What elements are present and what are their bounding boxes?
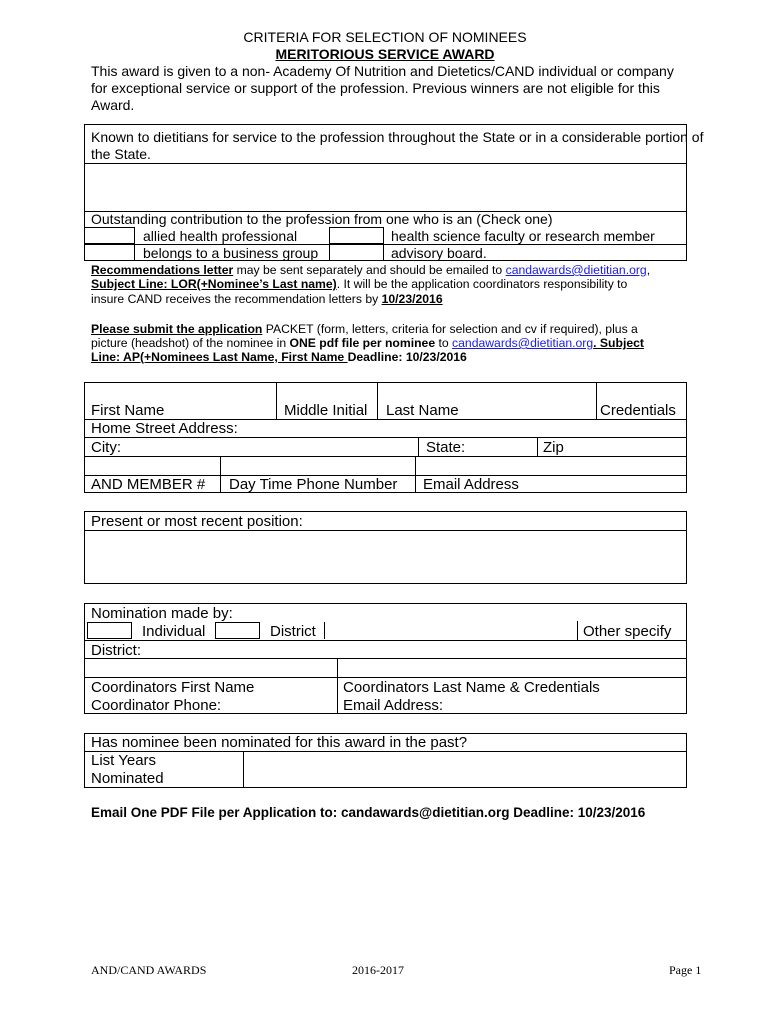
state-label: State: [426,439,466,456]
submit-line-3 [91,350,467,365]
footer-center: 2016-2017 [352,963,404,977]
recommendations-line-2 [91,277,627,292]
col-divider [243,751,244,788]
recommendations-line-1 [91,263,650,278]
coordinator-phone-label: Coordinator Phone: [91,697,222,714]
day-phone-label: Day Time Phone Number [229,476,398,493]
faculty-checkbox[interactable] [329,227,384,244]
submit-label: Please submit the application [91,322,263,336]
credentials-label: Credentials [600,402,676,419]
home-address-label: Home Street Address: [91,420,238,437]
col-divider [537,437,538,456]
allied-health-label: allied health professional [143,228,298,244]
row-divider [84,456,687,457]
criteria-known-line-1: Known to dietitians for service to the profession throughout the State or in a considerable portion of [91,129,704,145]
col-divider [276,382,277,419]
footer-page-number: Page 1 [669,963,702,977]
district-checkbox[interactable] [215,622,260,639]
email-address-label: Email Address [423,476,519,493]
district-option-label: District [270,623,316,640]
page-subtitle: MERITORIOUS SERVICE AWARD [275,46,495,62]
intro-line-3: Award. [91,97,135,113]
recommendations-subject: Subject Line: LOR(+Nominee’s Last name) [91,277,337,291]
business-group-label: belongs to a business group [143,245,319,261]
last-name-label: Last Name [386,402,459,419]
position-label: Present or most recent position: [91,513,303,530]
col-divider [337,658,338,714]
submit-text-2: picture (headshot) of the nominee in [91,336,290,350]
coordinator-first-name-label: Coordinators First Name [91,679,255,696]
submit-line-1 [91,322,638,337]
submit-deadline: Deadline: 10/23/2016 [347,350,467,364]
recommendations-text-2: . It will be the application coordinators responsibility to [336,277,628,291]
past-nomination-question: Has nominee been nominated for this award in the past? [91,734,468,751]
submit-text-1: PACKET (form, letters, criteria for selection and cv if required), plus a [262,322,638,336]
recommendations-deadline: 10/23/2016 [381,292,443,306]
intro-line-2: for exceptional service or support of the profession. Previous winners are not eligible for this [91,80,660,96]
recommendations-line-3 [91,292,443,307]
col-divider [220,456,221,493]
coordinator-last-name-label: Coordinators Last Name & Credentials [343,679,600,696]
col-divider [577,621,578,640]
other-specify-label: Other specify [583,623,672,640]
recommendations-comma: , [646,263,651,277]
middle-initial-label: Middle Initial [284,402,368,419]
criteria-outstanding-label: Outstanding contribution to the profession from one who is an (Check one) [91,211,553,227]
recommendations-text: may be sent separately and should be emailed to [233,263,506,277]
zip-label: Zip [543,439,564,456]
row-divider [84,658,687,659]
criteria-known-input[interactable] [84,163,687,211]
email-instruction: Email One PDF File per Application to: candawards@dietitian.org Deadline: 10/23/2016 [91,805,646,820]
city-label: City: [91,439,121,456]
recommendations-label: Recommendations letter [91,263,234,277]
first-name-label: First Name [91,402,165,419]
individual-checkbox[interactable] [87,622,132,639]
col-divider [596,382,597,419]
submit-one-pdf: ONE pdf file per nominee [289,336,436,350]
nomination-made-by-label: Nomination made by: [91,605,233,622]
business-group-checkbox[interactable] [84,244,135,261]
row-divider [84,677,687,678]
individual-label: Individual [142,623,206,640]
member-number-label: AND MEMBER # [91,476,206,493]
option-separator [324,622,325,639]
advisory-board-checkbox[interactable] [329,244,384,261]
recommendations-email-link[interactable]: candawards@dietitian.org [505,263,647,277]
coordinator-email-label: Email Address: [343,697,444,714]
list-years-label: List Years [91,752,157,769]
footer-left: AND/CAND AWARDS [91,963,207,977]
col-divider [418,437,419,456]
col-divider [415,456,416,493]
intro-line-1: This award is given to a non- Academy Of Nutrition and Dietetics/CAND individual or company [91,63,674,79]
page-title: CRITERIA FOR SELECTION OF NOMINEES [243,29,527,45]
district-label: District: [91,642,141,659]
faculty-label: health science faculty or research member [391,228,655,244]
past-years-input[interactable] [245,752,686,787]
criteria-known-line-2: the State. [91,146,151,162]
submit-to: to [435,336,453,350]
position-input[interactable] [85,531,686,583]
submit-subject-b: Line: AP(+Nominees Last Name, First Name [91,350,348,364]
allied-health-checkbox[interactable] [84,227,135,244]
advisory-board-label: advisory board. [391,245,487,261]
col-divider [377,382,378,419]
nominated-label: Nominated [91,770,164,787]
recommendations-text-3: insure CAND receives the recommendation letters by [91,292,382,306]
submit-email-link[interactable]: candawards@dietitian.org [452,336,594,350]
submit-line-2 [91,336,644,351]
submit-subject-a: . Subject [593,336,644,350]
